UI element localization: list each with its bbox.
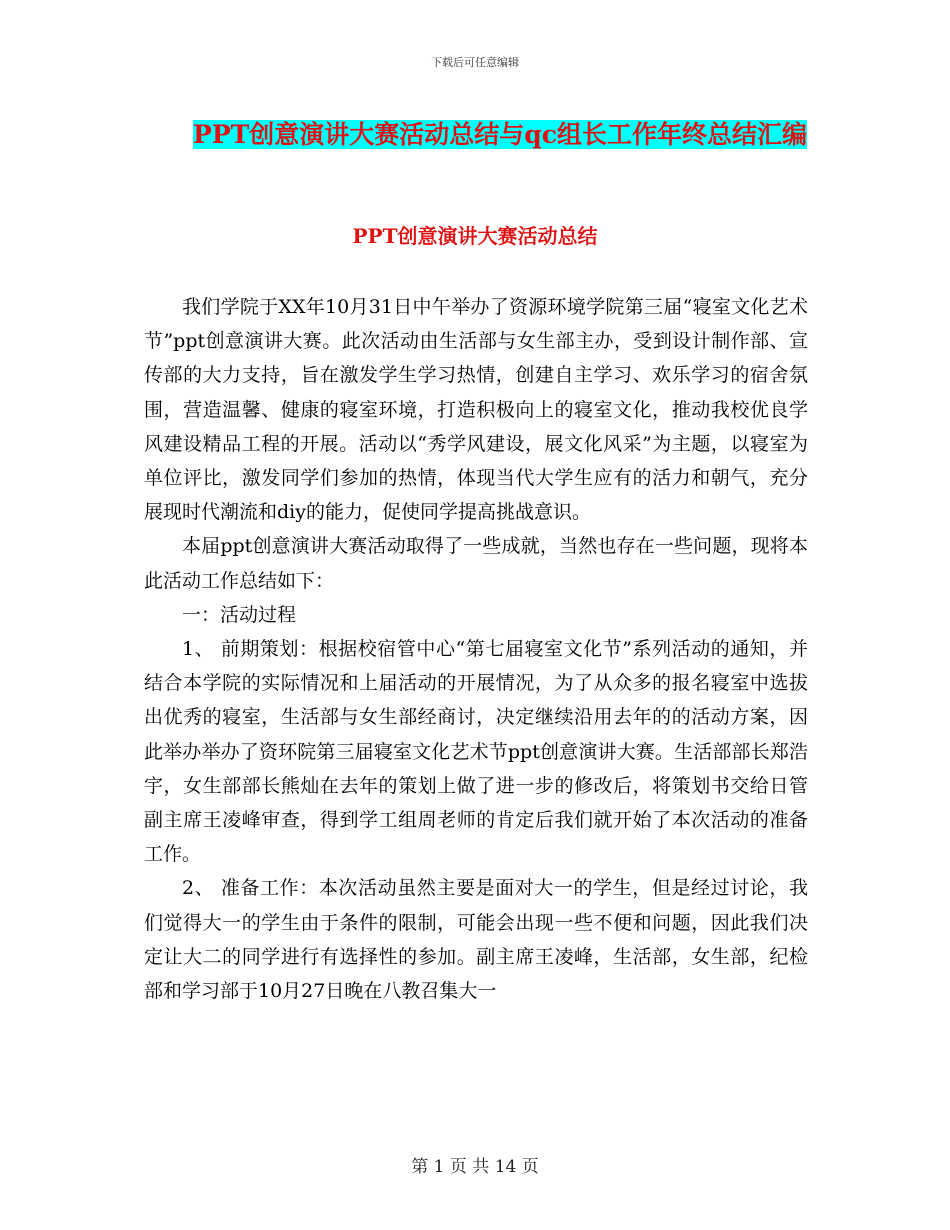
page-number: 第 1 页 共 14 页	[411, 1157, 539, 1177]
document-title	[190, 110, 810, 160]
document-title-highlight: PPT创意演讲大赛活动总结与qc组长工作年终总结汇编	[193, 120, 807, 149]
paragraph-heading-process: 一：活动过程	[182, 603, 297, 626]
paragraph-intro: 我们学院于XX年10月31日中午举办了资源环境学院第三届“寝室文化艺术节”ppt创意演讲大赛。此次活动由生活部与女生部主办，受到设计制作部、宣传部的大力支持，旨在激发学生学习热情，创建自主学习、欢乐学习的宿舍氛围，营造温馨、健康的寝室环境，打造积极向上的寝室文化，推动我校优良学风建设精品工程的开展。活动以“秀学风建设，展文化风采”为主题，以寝室为单位评比，激发同学们参加的热情，体现当代大学生应有的活力和朝气，充分展现时代潮流和diy的能力，促使同学提高挑战意识。	[144, 296, 808, 524]
paragraph-preparation: 2、 准备工作：本次活动虽然主要是面对大一的学生，但是经过讨论，我们觉得大一的学生由于条件的限制，可能会出现一些不便和问题，因此我们决定让大二的同学进行有选择性的参加。副主席王凌峰，生活部，女生部，纪检部和学习部于10月27日晚在八教召集大一	[144, 877, 808, 1003]
header-note: 下载后可任意编辑	[431, 56, 519, 69]
section-title: PPT创意演讲大赛活动总结	[352, 224, 598, 248]
paragraph-planning: 1、 前期策划：根据校宿管中心“第七届寝室文化节”系列活动的通知，并结合本学院的实际情况和上届活动的开展情况，为了从众多的报名寝室中选拔出优秀的寝室，生活部与女生部经商讨，决定继续沿用去年的的活动方案，因此举办举办了资环院第三届寝室文化艺术节ppt创意演讲大赛。生活部部长郑浩宇，女生部部长熊灿在去年的策划上做了进一步的修改后，将策划书交给日管副主席王凌峰审查，得到学工组周老师的肯定后我们就开始了本次活动的准备工作。	[144, 638, 808, 866]
paragraph-summary-lead: 本届ppt创意演讲大赛活动取得了一些成就，当然也存在一些问题，现将本此活动工作总结如下：	[144, 535, 808, 592]
body-text	[144, 290, 808, 1008]
